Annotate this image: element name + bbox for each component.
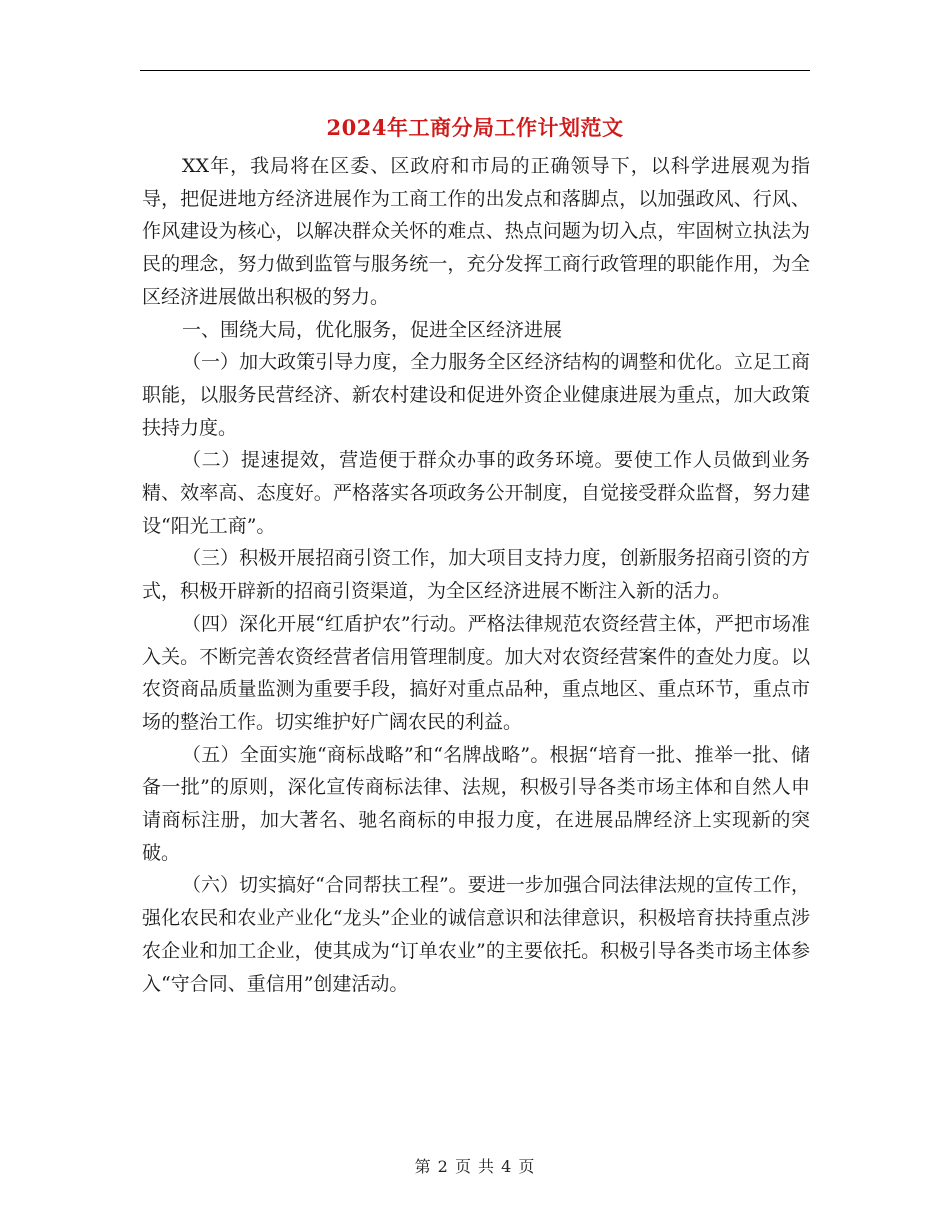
paragraph-item-6: （六）切实搞好“合同帮扶工程”。要进一步加强合同法律法规的宣传工作，强化农民和农业产业化“龙头”企业的诚信意识和法律意识，积极培育扶持重点涉农企业和加工企业，使其成为“订单农业”的主要依托。积极引导各类市场主体参入“守合同、重信用”创建活动。 xyxy=(142,874,810,995)
document-body xyxy=(142,150,810,1000)
document-title: 2024年工商分局工作计划范文 xyxy=(326,115,624,140)
paragraph-item-2: （二）提速提效，营造便于群众办事的政务环境。要使工作人员做到业务精、效率高、态度好。严格落实各项政务公开制度，自觉接受群众监督，努力建设“阳光工商”。 xyxy=(142,449,810,537)
paragraph-item-4: （四）深化开展“红盾护农”行动。严格法律规范农资经营主体，严把市场准入关。不断完善农资经营者信用管理制度。加大对农资经营案件的查处力度。以农资商品质量监测为重要手段，搞好对重点品种，重点地区、重点环节，重点市场的整治工作。切实维护好广阔农民的利益。 xyxy=(142,612,810,733)
section-heading-1: 一、围绕大局，优化服务，促进全区经济进展 xyxy=(182,318,563,341)
paragraph-intro: XX年，我局将在区委、区政府和市局的正确领导下，以科学进展观为指导，把促进地方经济进展作为工商工作的出发点和落脚点，以加强政风、行风、作风建设为核心，以解决群众关怀的难点、热点问题为切入点，牢固树立执法为民的理念，努力做到监管与服务统一，充分发挥工商行政管理的职能作用，为全区经济进展做出积极的努力。 xyxy=(142,155,810,308)
paragraph-item-3: （三）积极开展招商引资工作，加大项目支持力度，创新服务招商引资的方式，积极开辟新的招商引资渠道，为全区经济进展不断注入新的活力。 xyxy=(142,547,810,603)
paragraph-item-1: （一）加大政策引导力度，全力服务全区经济结构的调整和优化。立足工商职能，以服务民营经济、新农村建设和促进外资企业健康进展为重点，加大政策扶持力度。 xyxy=(142,351,810,439)
header-rule xyxy=(140,70,810,71)
paragraph-item-5: （五）全面实施“商标战略”和“名牌战略”。根据“培育一批、推举一批、储备一批”的原则，深化宣传商标法律、法规，积极引导各类市场主体和自然人申请商标注册，加大著名、驰名商标的申报力度，在进展品牌经济上实现新的突破。 xyxy=(142,743,810,864)
page-number-footer: 第 2 页 共 4 页 xyxy=(414,1157,536,1176)
